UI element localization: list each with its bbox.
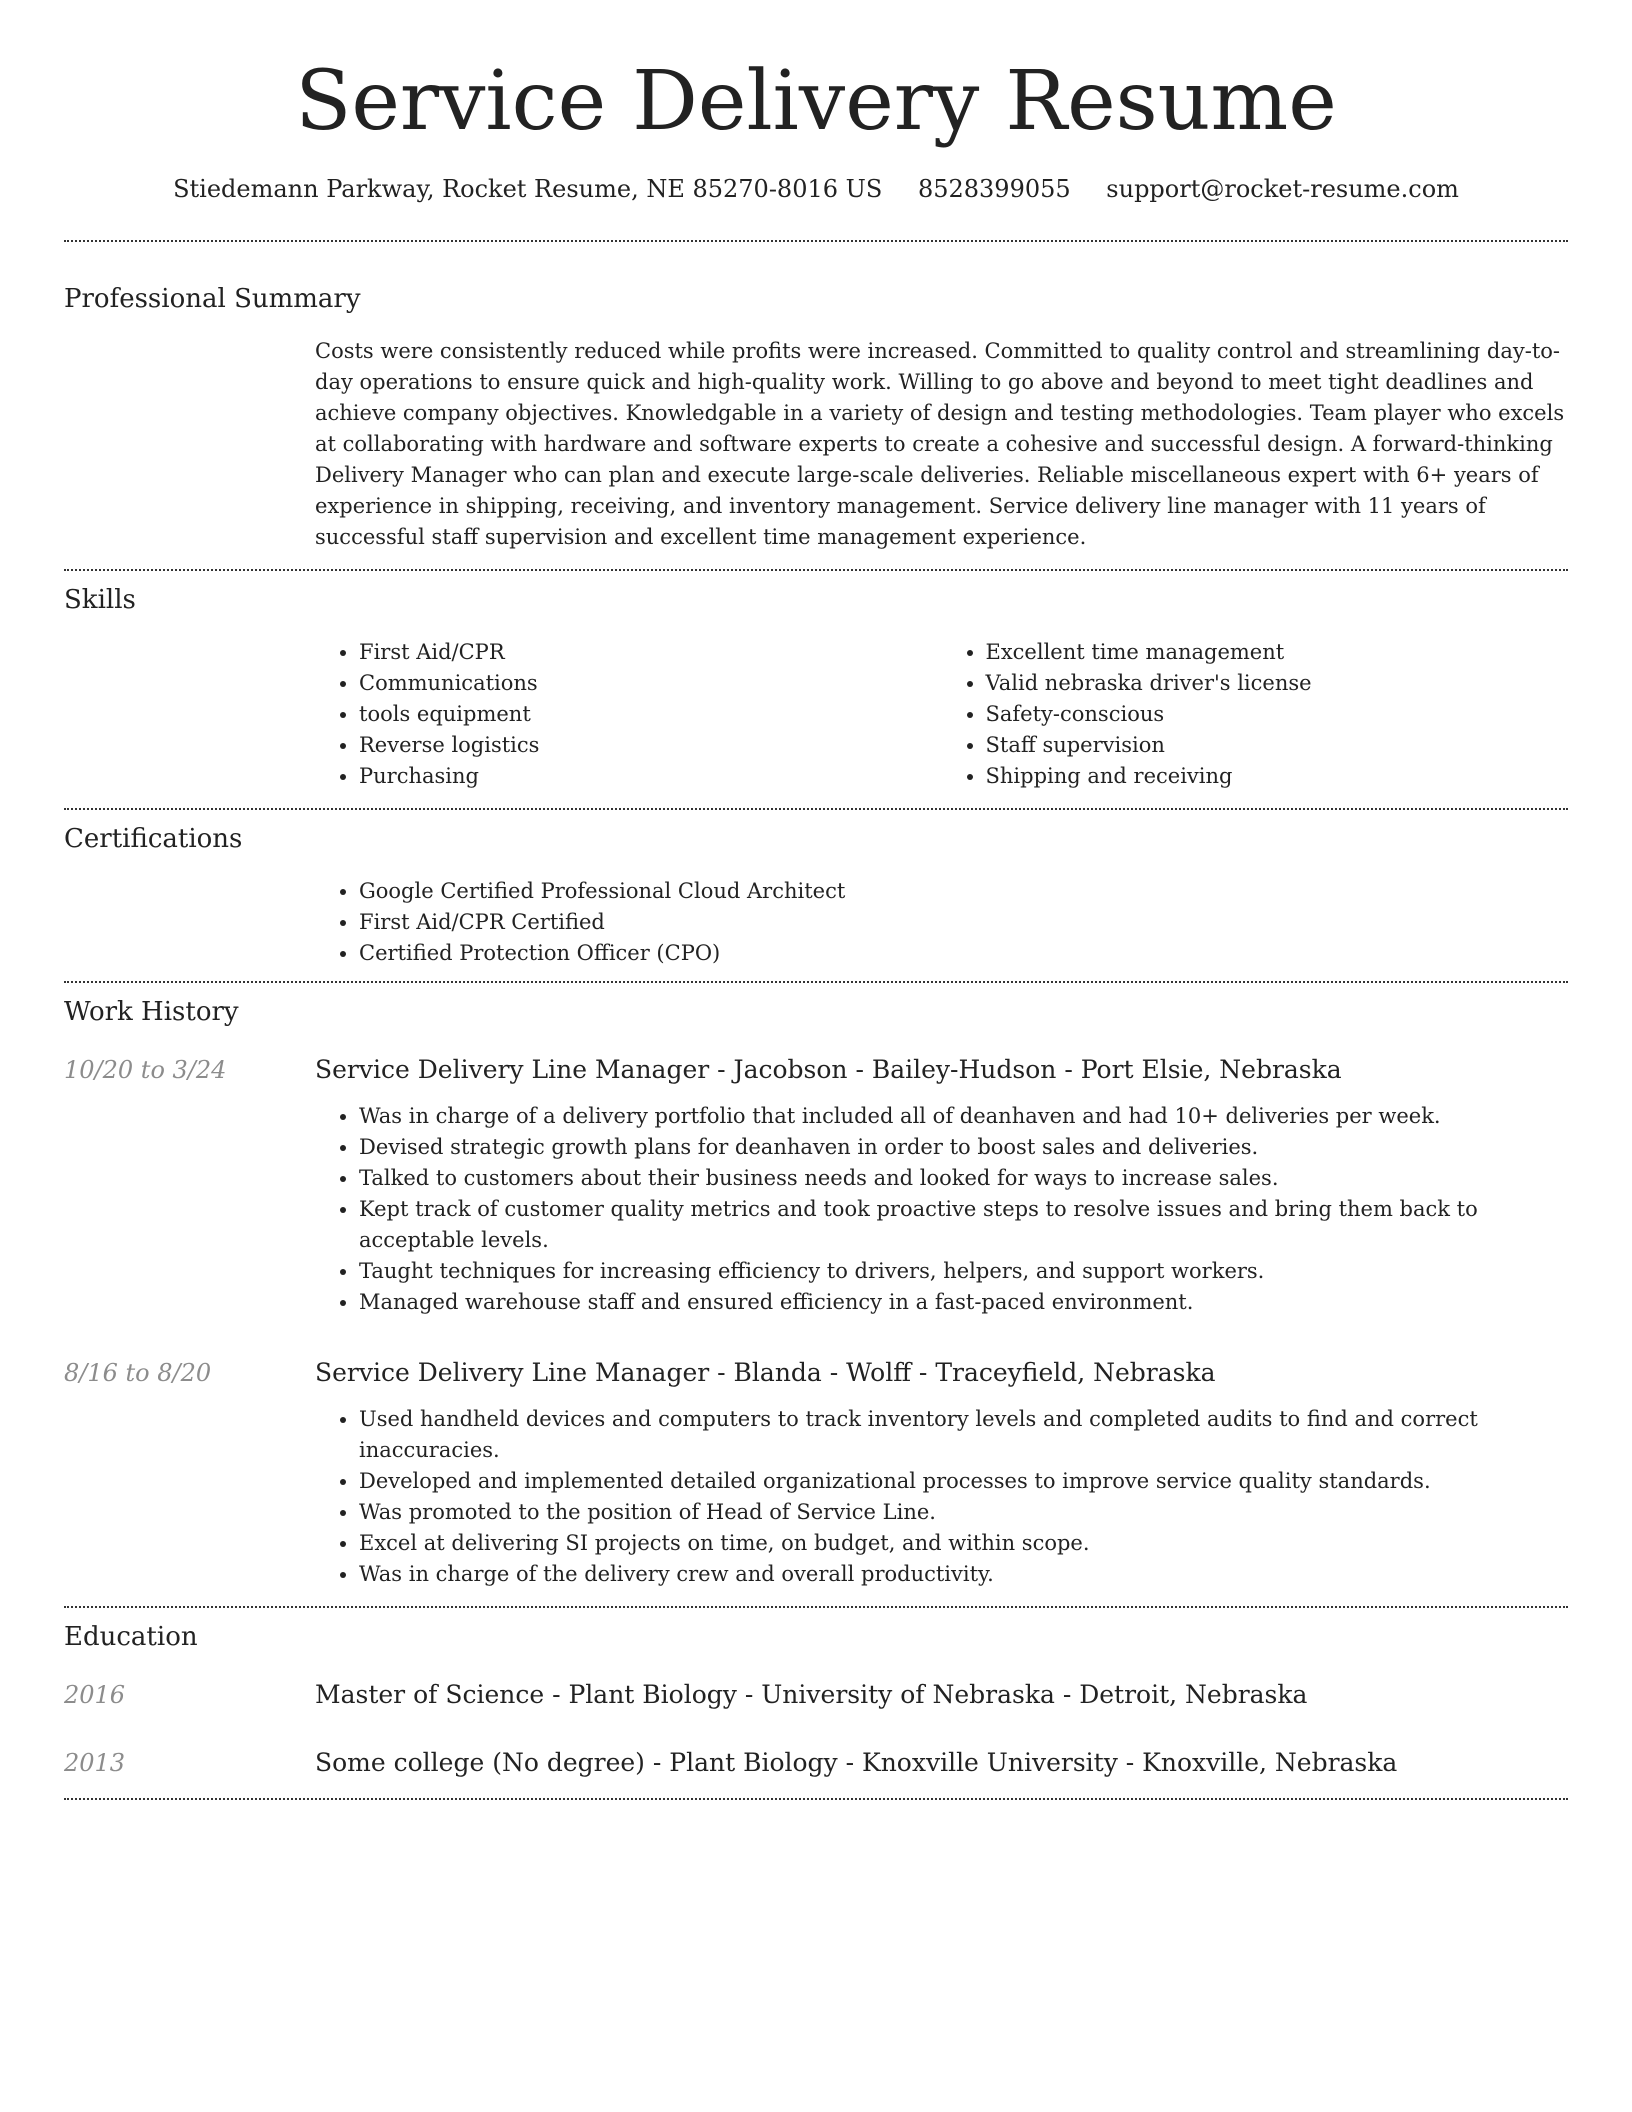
job-bullet-list [315, 1404, 1568, 1590]
education-title: Some college (No degree) - Plant Biology - Knoxville University - Knoxville, Nebraska [315, 1748, 1398, 1777]
job-header [64, 1053, 1568, 1087]
job-bullet: • Developed and implemented detailed organizational processes to improve service quality standards. [359, 1466, 1568, 1497]
certification-item: • First Aid/CPR Certified [359, 907, 1568, 938]
skill-item: • Purchasing [359, 761, 942, 792]
job-dates: 10/20 to 3/24 [64, 1056, 227, 1084]
job-bullet: • Taught techniques for increasing efficiency to drivers, helpers, and support workers. [359, 1256, 1568, 1287]
contact-email: support@rocket-resume.com [1106, 175, 1459, 203]
skill-item: • Excellent time management [986, 637, 1569, 668]
education-entry [64, 1678, 1568, 1712]
skill-item: • Valid nebraska driver's license [986, 668, 1569, 699]
skills-list-right [942, 637, 1569, 792]
education-title: Master of Science - Plant Biology - University of Nebraska - Detroit, Nebraska [315, 1680, 1308, 1709]
certifications-section [64, 810, 1568, 981]
education-year: 2016 [64, 1681, 126, 1709]
skills-grid [315, 637, 1568, 792]
job-bullet: • Talked to customers about their business needs and looked for ways to increase sales. [359, 1163, 1568, 1194]
resume-title: Service Delivery Resume [295, 54, 1337, 149]
skill-item: • Safety-conscious [986, 699, 1569, 730]
section-title-education: Education [64, 1622, 198, 1652]
contact-line [64, 172, 1568, 206]
section-title-skills: Skills [64, 585, 136, 615]
job-bullet: • Managed warehouse staff and ensured efficiency in a fast-paced environment. [359, 1287, 1568, 1318]
section-title-certifications: Certifications [64, 824, 243, 854]
job-bullet: • Kept track of customer quality metrics and took proactive steps to resolve issues and bring them back to acceptable levels. [359, 1194, 1568, 1256]
summary-text: Costs were consistently reduced while profits were increased. Committed to quality control and streamlining day-to-day operations to ensure quick and high-quality work. Willing to go above and beyond to meet tight deadlines and achieve company objectives. Knowledgable in a variety of design and testing methodologies. Team player who excels at collaborating with hardware and software experts to create a cohesive and successful design. A forward-thinking Delivery Manager who can plan and execute large-scale deliveries. Reliable miscellaneous expert with 6+ years of experience in shipping, receiving, and inventory management. Service delivery line manager with 11 years of successful staff supervision and excellent time management experience. [315, 339, 1565, 549]
skills-section [64, 571, 1568, 808]
job-entry [64, 1053, 1568, 1318]
job-dates: 8/16 to 8/20 [64, 1359, 212, 1387]
education-year: 2013 [64, 1749, 126, 1777]
contact-address: Stiedemann Parkway, Rocket Resume, NE 85270-8016 US [173, 175, 883, 203]
job-bullet: • Was in charge of a delivery portfolio that included all of deanhaven and had 10+ deliveries per week. [359, 1101, 1568, 1132]
section-title-summary: Professional Summary [64, 284, 361, 314]
job-title: Service Delivery Line Manager - Jacobson - Bailey-Hudson - Port Elsie, Nebraska [315, 1055, 1342, 1084]
contact-phone: 8528399055 [917, 175, 1071, 203]
work-history-section [64, 983, 1568, 1606]
job-bullet: • Was in charge of the delivery crew and overall productivity. [359, 1559, 1568, 1590]
job-entry [64, 1356, 1568, 1590]
certification-item: • Google Certified Professional Cloud Architect [359, 876, 1568, 907]
skill-item: • tools equipment [359, 699, 942, 730]
skills-list-left [315, 637, 942, 792]
section-title-work-history: Work History [64, 997, 239, 1027]
job-title: Service Delivery Line Manager - Blanda - Wolff - Traceyfield, Nebraska [315, 1358, 1216, 1387]
job-header [64, 1356, 1568, 1390]
job-bullets [315, 1404, 1568, 1590]
job-bullet-list [315, 1101, 1568, 1318]
job-bullet: • Devised strategic growth plans for deanhaven in order to boost sales and deliveries. [359, 1132, 1568, 1163]
certifications-content [315, 876, 1568, 969]
job-bullet: • Excel at delivering SI projects on time, on budget, and within scope. [359, 1528, 1568, 1559]
education-entry [64, 1746, 1568, 1780]
certification-item: • Certified Protection Officer (CPO) [359, 938, 1568, 969]
job-bullet: • Used handheld devices and computers to track inventory levels and completed audits to find and correct inaccuracies. [359, 1404, 1568, 1466]
skill-item: • Reverse logistics [359, 730, 942, 761]
certifications-list [315, 876, 1568, 969]
skill-item: • Staff supervision [986, 730, 1569, 761]
summary-content [315, 336, 1568, 553]
job-bullet: • Was promoted to the position of Head of Service Line. [359, 1497, 1568, 1528]
skill-item: • Shipping and receiving [986, 761, 1569, 792]
job-bullets [315, 1101, 1568, 1318]
divider [64, 1798, 1568, 1800]
education-section [64, 1608, 1568, 1798]
skill-item: • Communications [359, 668, 942, 699]
skill-item: • First Aid/CPR [359, 637, 942, 668]
summary-section [64, 242, 1568, 569]
